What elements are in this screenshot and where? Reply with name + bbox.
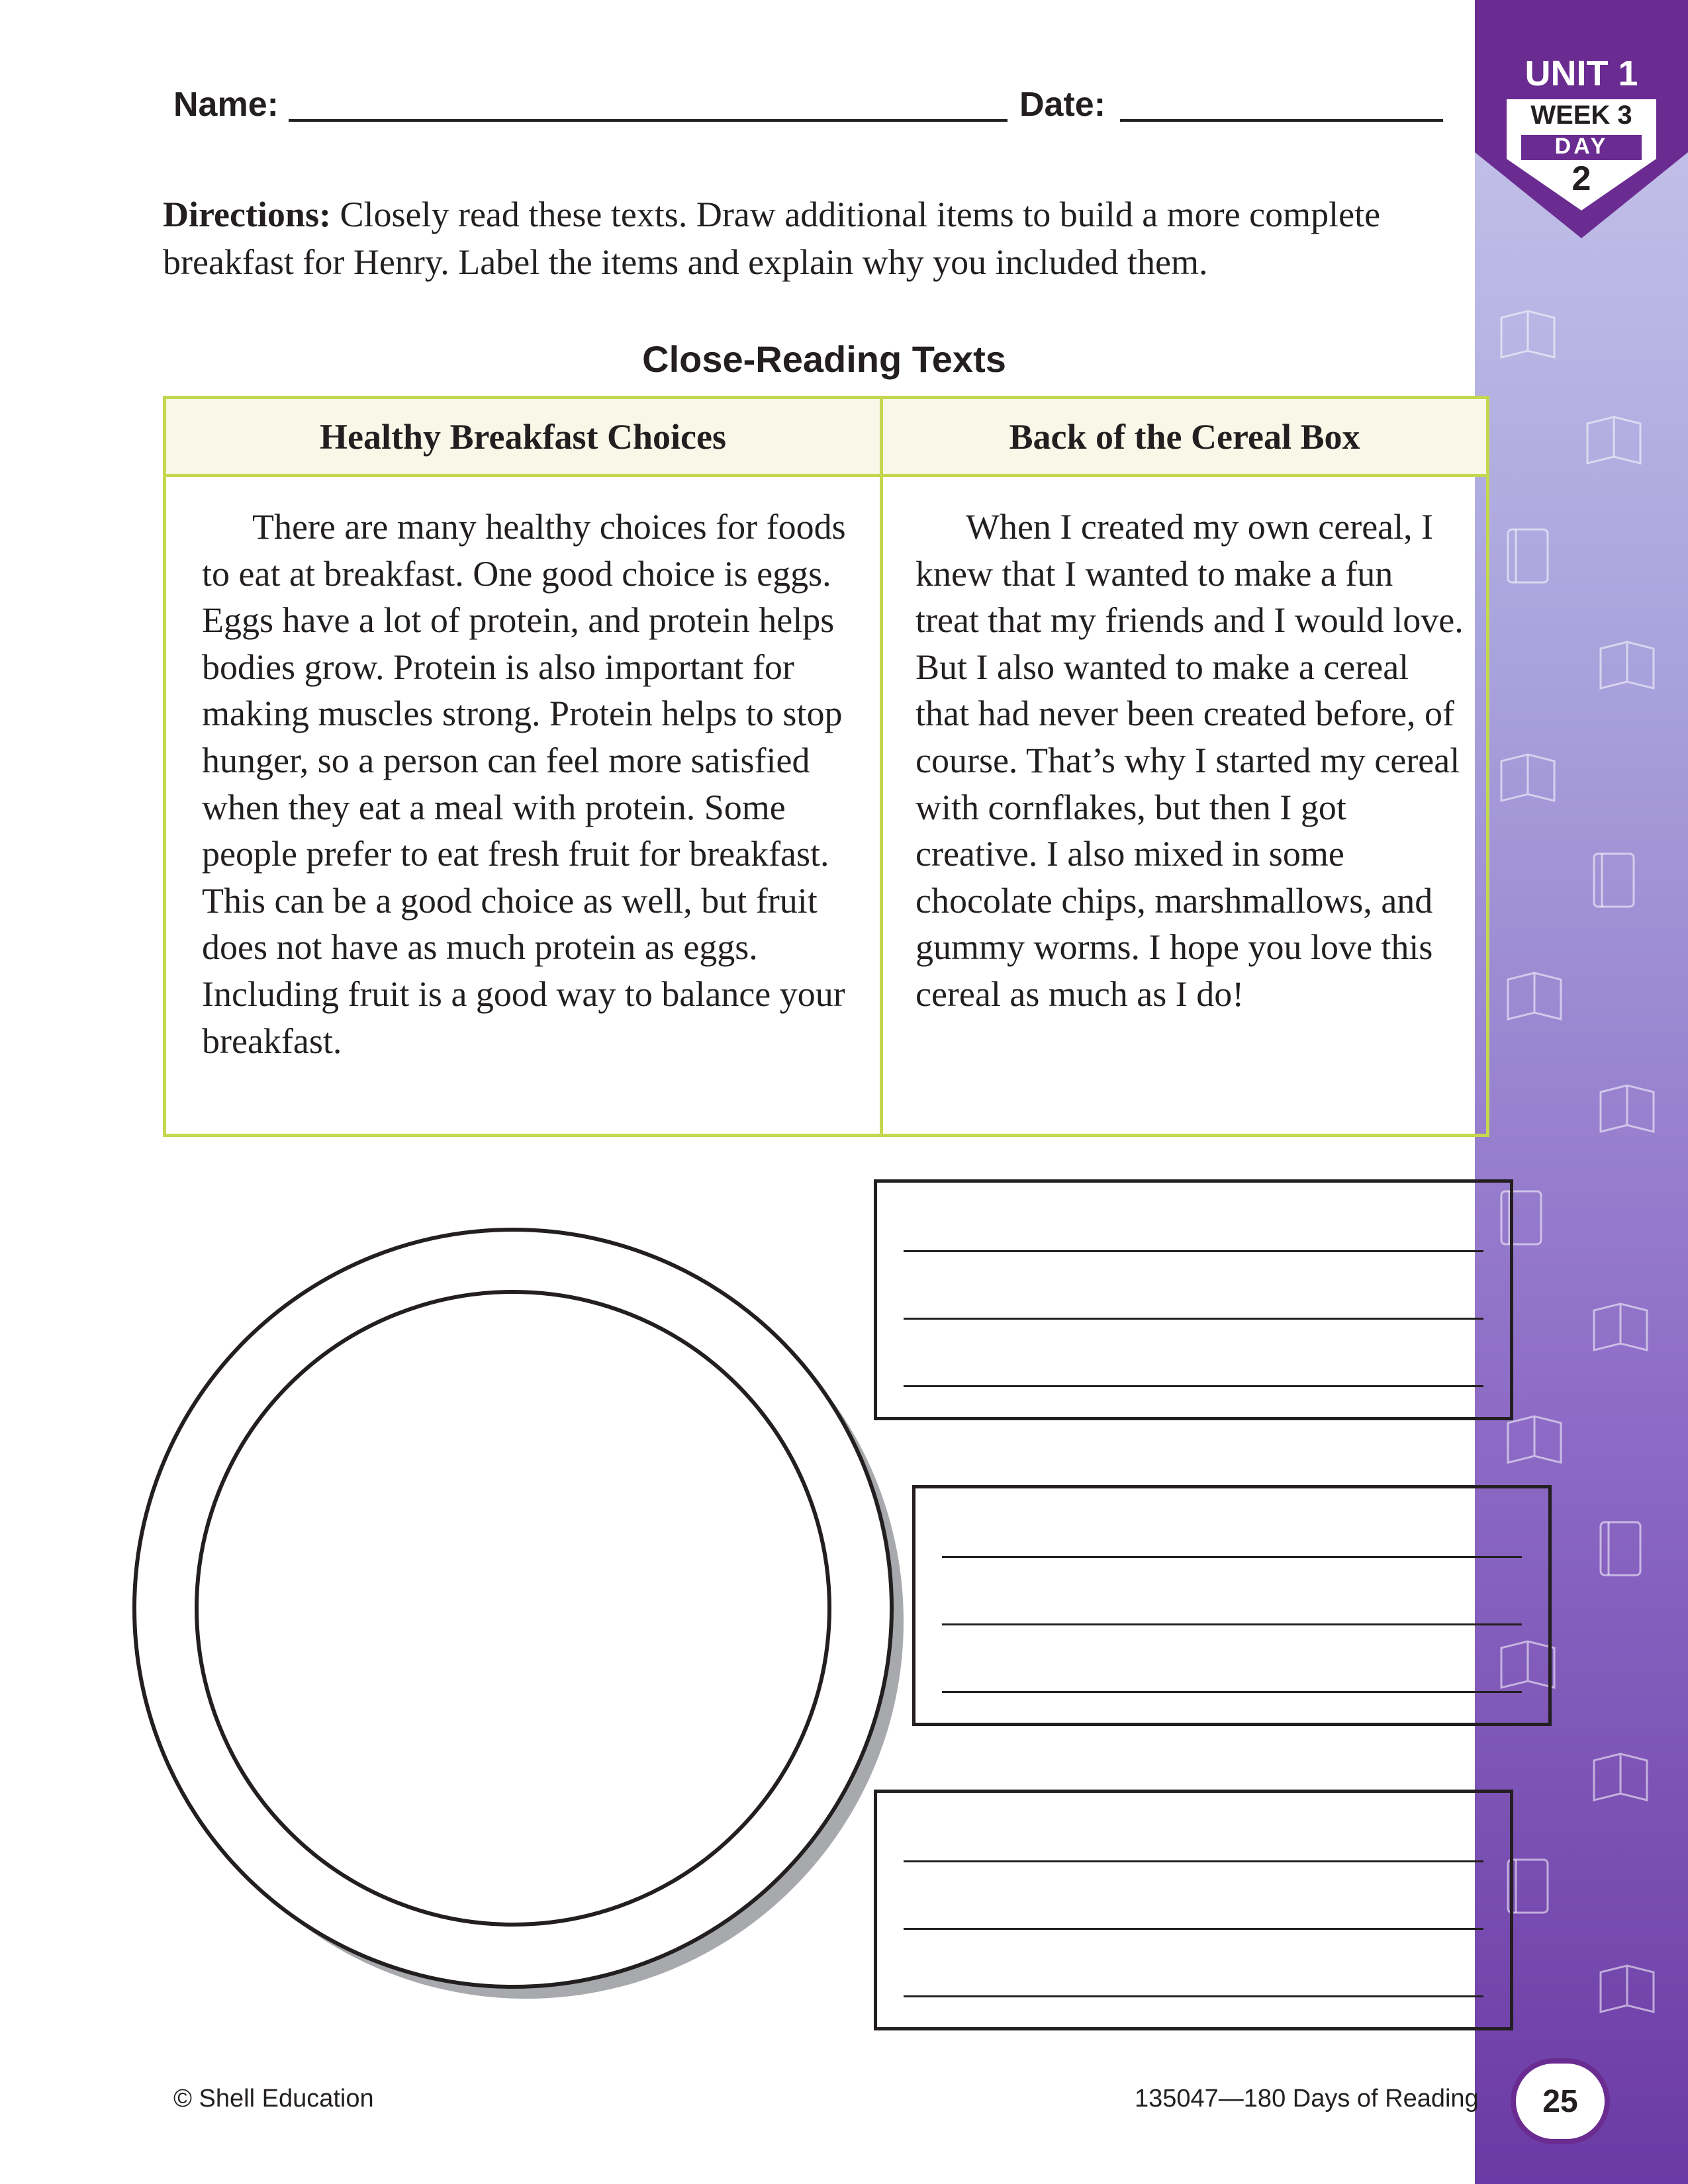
book-title: 135047—180 Days of Reading [1135,2085,1479,2113]
section-title: Close-Reading Texts [642,338,1006,380]
writing-line[interactable] [904,1995,1483,1997]
writing-line[interactable] [942,1556,1522,1558]
name-label: Name: [173,85,279,124]
directions-label: Directions: [163,195,331,234]
text-1-body [202,504,870,1064]
text-2-paragraph: When I created my own cereal, I knew that I wanted to make a fun treat that my friends and I would love. But I also wanted to make a cereal that had never been created before, of course. That’s why I started my cereal with cornflakes, but then I got creative. I also mixed in some chocolate chips, marshmallows, and gummy worms. I hope you love this cereal as much as I do! [915,507,1464,1014]
writing-line[interactable] [942,1691,1522,1693]
close-reading-table [163,396,1489,1137]
writing-line[interactable] [904,1385,1483,1387]
date-label: Date: [1019,85,1106,124]
label-box-2[interactable] [912,1485,1552,1726]
plate-drawing-area[interactable] [126,1218,920,2025]
day-number: 2 [1571,159,1591,198]
text-2-body [915,504,1465,1018]
writing-line[interactable] [904,1928,1483,1930]
unit-label: UNIT 1 [1524,54,1638,93]
label-box-3[interactable] [874,1790,1513,2030]
name-field-line[interactable] [289,119,1008,122]
text-1-paragraph: There are many healthy choices for foods to eat at breakfast. One good choice is eggs. Eggs have a lot of protein, and protein helps bodies grow. Protein is also important for making muscles strong. Protein helps to stop hunger, so a person can feel more satisfied when they eat a meal with protein. Some people prefer to eat fresh fruit for breakfast. This can be a good choice as well, but fruit does not have as much protein as eggs. Including fruit is a good way to balance your breakfast. [202,507,846,1061]
directions [163,191,1480,286]
page-number: 25 [1511,2058,1610,2144]
text-2-title: Back of the Cereal Box [883,399,1486,477]
directions-text: Closely read these texts. Draw additional items to build a more complete breakfast for Henry. Label the items and explain why you included them. [163,195,1381,282]
day-label: DAY [1554,134,1609,159]
unit-week-day-badge [1475,0,1688,238]
writing-line[interactable] [904,1250,1483,1252]
writing-line[interactable] [904,1860,1483,1862]
date-field-line[interactable] [1120,119,1443,122]
week-label: WEEK 3 [1530,101,1632,130]
column-divider [880,399,883,1134]
copyright: © Shell Education [173,2085,374,2113]
writing-line[interactable] [904,1318,1483,1320]
text-1-title: Healthy Breakfast Choices [166,399,880,477]
label-box-1[interactable] [874,1179,1513,1420]
writing-line[interactable] [942,1623,1522,1625]
